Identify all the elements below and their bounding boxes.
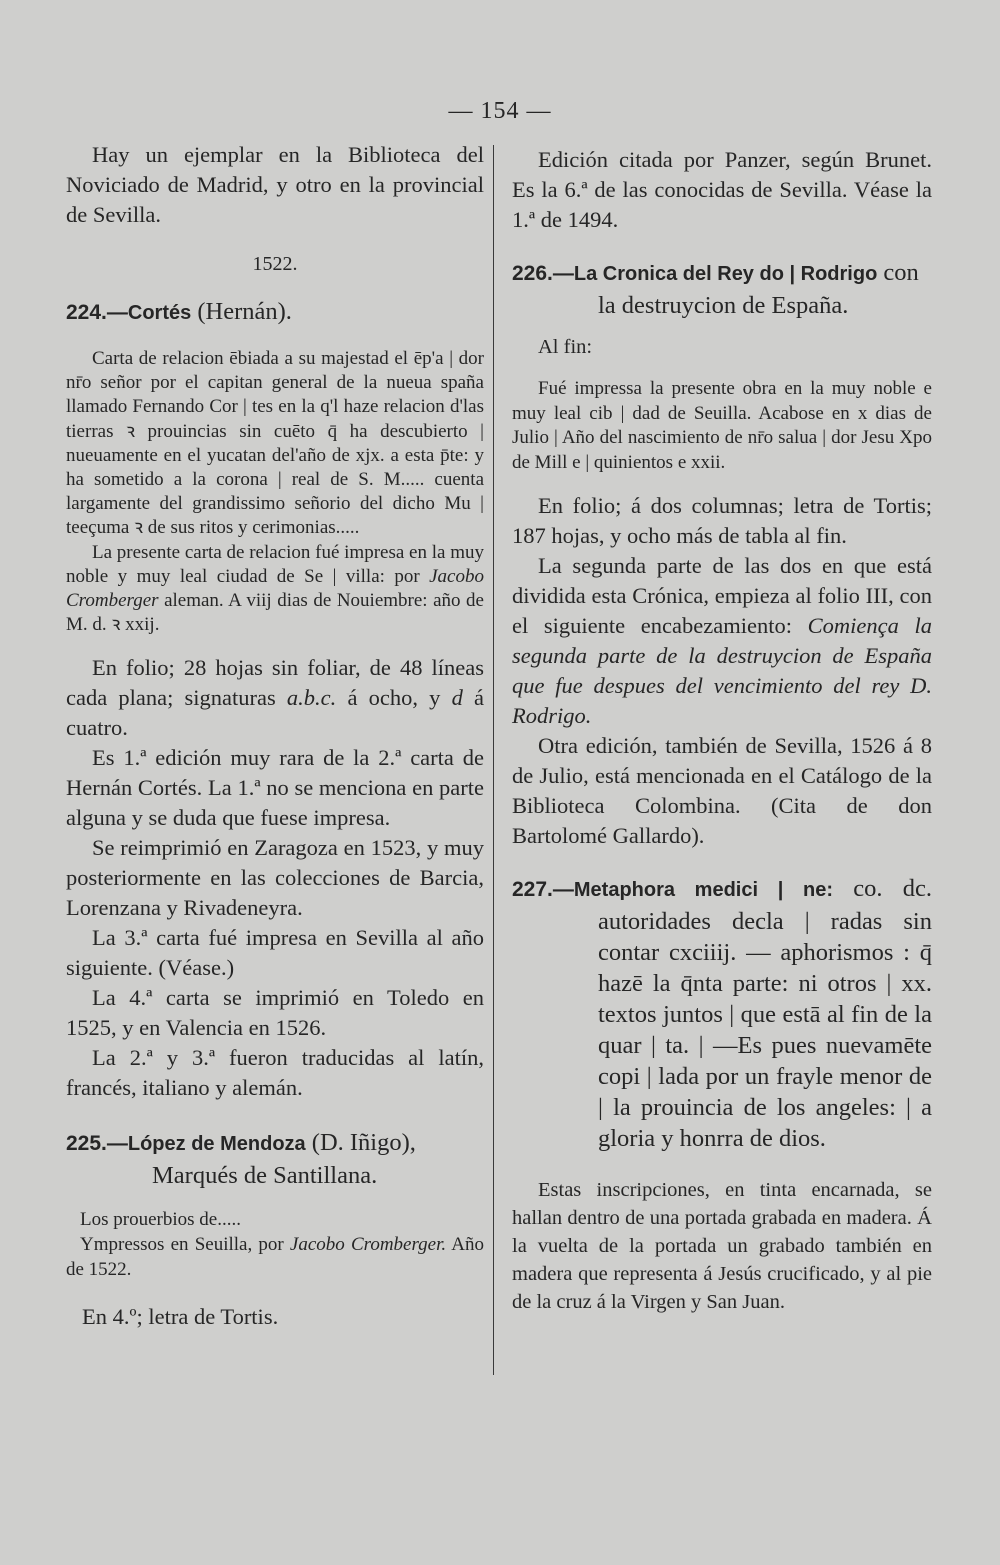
right-column <box>512 140 932 1316</box>
page-number: — 154 — <box>448 98 552 124</box>
left-column <box>66 140 484 1332</box>
entry-226-note-1 <box>512 551 932 731</box>
column-divider <box>493 145 494 1375</box>
description-text: En folio; 28 hojas sin foliar, de 48 líneas cada plana; signaturas <box>66 655 484 711</box>
entry-number: 224.— <box>66 301 128 324</box>
entry-227-note: Estas inscripciones, en tinta encarnada, se hallan dentro de una portada grabada en madera. Á la vuelta de la portada un grabado también en madera que representa á Jesús crucificado, y al pie de la cruz á la Virgen y San Juan. <box>512 1179 932 1313</box>
signatures: a.b.c. <box>286 685 337 711</box>
intro-paragraph: Hay un ejemplar en la Biblioteca del Noviciado de Madrid, y otro en la provincial de Sevilla. <box>66 142 484 227</box>
entry-224-note-3: La 3.ª carta fué impresa en Sevilla al año siguiente. (Véase.) <box>66 925 484 981</box>
year-heading: 1522. <box>252 253 298 275</box>
entry-225-imprint <box>66 1232 484 1282</box>
entry-author-rest: (Hernán). <box>191 298 292 325</box>
imprint-text-end: Año de 1522. <box>66 1234 484 1281</box>
entry-225-title: Los prouerbios de..... <box>80 1209 241 1231</box>
entry-224-heading <box>66 296 484 329</box>
entry-225-heading <box>66 1127 484 1191</box>
entry-author-rest: (D. Iñigo), Marqués de Santillana. <box>152 1129 416 1190</box>
entry-author: López de Mendoza <box>127 1133 306 1156</box>
al-fin-label: Al fin: <box>538 336 593 358</box>
entry-224-note-2: Se reimprimió en Zaragoza en 1523, y muy posteriormente en las colecciones de Barcia, Lorenzana y Rivadeneyra. <box>66 835 484 921</box>
entry-227-heading <box>512 873 932 1154</box>
imprint-text: Ympressos en Seuilla, por <box>80 1234 290 1256</box>
entry-number: 225.— <box>66 1132 128 1156</box>
entry-224-description <box>66 653 484 743</box>
entry-224-title: Carta de relacion ēbiada a su majestad el ēp'a | dor nr̄o señor por el capitan general de la nueua spaña llamado Fernando Cor | tes en la q'l haze relacion d'las tierras ꝛ prouincias sin cuēto q̄ ha descubierto | nueuamente en el yucatan del'año de xjx. a esta p̄te: y ha sometido a la corona | real de S. M..... cuenta largamente del grandissimo señorio del dicho Mu | teeçuma ꝛ de sus ritos y cerimonias..... <box>66 348 484 539</box>
entry-title-rest: con la destruycion de España. <box>598 259 919 319</box>
colophon-text-end: aleman. A viij dias de Nouiembre: año de M. d. ꝛ xxij. <box>66 590 484 636</box>
entry-226-colophon: Fué impressa la presente obra en la muy noble e muy leal cib | dad de Seuilla. Acabose en x dias de Julio | Año del nascimiento de nr̄o salua | dor Jesu Xpo de Mill e | quinientos e xxii. <box>512 378 932 473</box>
note-quote: Comiença la segunda parte de la destruycion de España que fue despues del vencimiento del rey D. Rodrigo. <box>512 613 932 728</box>
entry-226-note-2: Otra edición, también de Sevilla, 1526 á 8 de Julio, está mencionada en el Catálogo de la Biblioteca Colombina. (Cita de don Bartolomé Gallardo). <box>512 733 932 848</box>
entry-number: 226.— <box>512 262 574 285</box>
printer-name: Jacobo Cromberger <box>66 565 484 612</box>
entry-226-heading <box>512 257 932 321</box>
description-text-end: á cuatro. <box>66 685 484 741</box>
entry-224-note-5: La 2.ª y 3.ª fueron traducidas al latín, francés, italiano y alemán. <box>66 1045 484 1101</box>
colophon-text: La presente carta de relacion fué impresa en la muy noble y muy leal ciudad de Se | villa: por <box>66 541 484 587</box>
entry-title: Metaphora medici | ne: <box>573 879 833 901</box>
printer-name: Jacobo Cromberger. <box>289 1234 447 1256</box>
entry-title-rest: co. dc. autoridades decla | radas sin contar cxciiij. — aphorismos : q̄ hazē la q̄nta parte: ni otros | xx. textos juntos | que estā al fin de la quar | ta. | —Es pues nuevamēte copi | lada por un frayle menor de | la prouincia de los angeles: | a gloria y honrra de dios. <box>598 875 932 1152</box>
entry-224-note-4: La 4.ª carta se imprimió en Toledo en 1525, y en Valencia en 1526. <box>66 985 484 1041</box>
entry-224-colophon <box>66 541 484 638</box>
entry-225-description: En 4.º; letra de Tortis. <box>82 1304 279 1330</box>
entry-226-description: En folio; á dos columnas; letra de Tortis; 187 hojas, y ocho más de tabla al fin. <box>512 493 932 548</box>
entry-224-note-1: Es 1.ª edición muy rara de la 2.ª carta de Hernán Cortés. La 1.ª no se menciona en parte alguna y se duda que fuese impresa. <box>66 745 484 831</box>
entry-author: Cortés <box>127 302 192 324</box>
entry-number: 227.— <box>512 878 574 901</box>
signature-d: d <box>451 685 463 711</box>
entry-title: La Cronica del Rey do | Rodrigo <box>573 263 878 285</box>
description-text-mid: á ocho, y <box>336 685 452 711</box>
note-text: La segunda parte de las dos en que está dividida esta Crónica, empieza al folio III, con el siguiente encabezamiento: <box>512 553 932 638</box>
continuation-paragraph: Edición citada por Panzer, según Brunet. Es la 6.ª de las conocidas de Sevilla. Véase la 1.ª de 1494. <box>512 147 932 232</box>
